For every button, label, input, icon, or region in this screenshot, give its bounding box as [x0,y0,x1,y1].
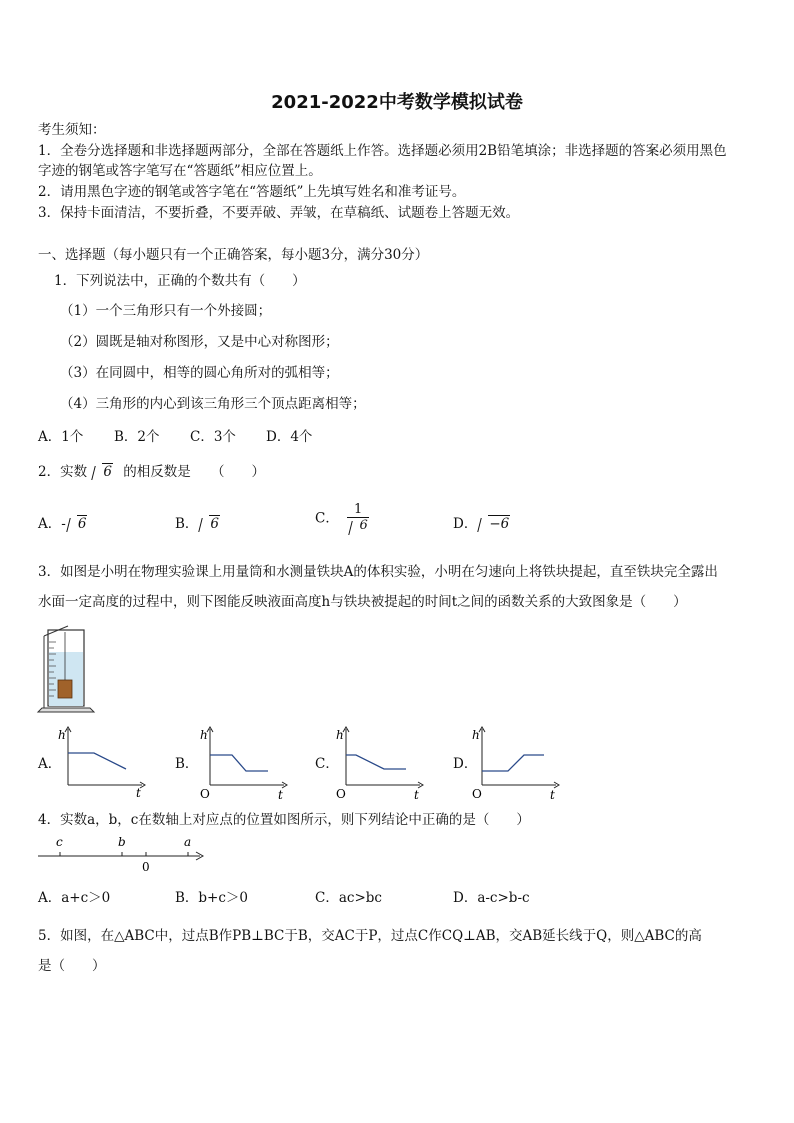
axis-t-label: t [278,788,283,802]
notice-heading: 考生须知： [38,122,106,138]
question-1-item: （3）在同圆中，相等的圆心角所对的弧相等； [60,365,339,381]
axis-h-label: h [200,728,208,742]
axis-h-label: h [58,728,66,742]
question-5-line: 5．如图，在△ABC中，过点B作PB⊥BC于B，交AC于P，过点C作CQ⊥AB，交AB延长线于Q，则△ABC的高 [38,928,702,944]
question-2-option-b [175,515,220,533]
cylinder-base [38,708,94,712]
question-3-option-d-label: D． [453,756,478,772]
question-1-option-c: C．3个 [190,429,236,445]
point-b-label: b [118,835,126,849]
origin-label: O [336,787,346,801]
question-3-line: 3．如图是小明在物理实验课上用量筒和水测量铁块A的体积实验，小明在匀速向上将铁块提起，直至铁块完全露出 [38,564,718,580]
option-label: C． [315,510,339,527]
section-heading: 一、选择题（每小题只有一个正确答案，每小题3分，满分30分） [38,247,429,263]
notice-line: 3．保持卡面清洁，不要折叠，不要弄破、弄皱，在草稿纸、试题卷上答题无效。 [38,205,520,221]
radicand: −6 [489,516,510,532]
question-4-option-b: B．b+c＞0 [175,890,249,906]
question-4-option-a: A．a+c＞0 [38,890,111,906]
graph-c [334,725,434,803]
option-label: D． [453,516,478,532]
graph-line [68,753,126,769]
radicand: 6 [210,516,220,532]
question-5-line: 是（ ） [38,958,106,974]
fraction [347,503,369,534]
question-2-stem [38,463,265,481]
graph-line [346,755,406,769]
question-2-option-c [315,503,369,534]
graph-line [482,755,544,771]
point-c-label: c [56,835,63,849]
question-1-item: （2）圆既是轴对称图形，又是中心对称图形； [60,334,339,350]
question-2-option-d [453,515,510,533]
question-3-option-b-label: B． [175,756,199,772]
sqrt-symbol [93,463,113,481]
question-1-item: （1）一个三角形只有一个外接圆； [60,303,272,319]
graph-a [60,725,150,803]
sqrt-symbol [68,515,88,533]
question-3-option-c-label: C． [315,756,339,772]
axis-t-label: t [136,786,141,800]
question-4-stem: 4．实数a，b，c在数轴上对应点的位置如图所示，则下列结论中正确的是（ ） [38,812,530,828]
notice-line: 字迹的钢笔或答字笔写在“答题纸”相应位置上。 [38,163,322,179]
option-label: A．- [38,516,66,532]
origin-label: O [472,787,482,801]
graph-d [470,725,570,803]
axis-t-label: t [550,788,555,802]
graph-line [210,755,268,771]
origin-label: O [200,787,210,801]
axis-h-label: h [472,728,480,742]
iron-block [58,680,72,698]
zero-label: 0 [142,860,150,874]
radicand: 6 [103,464,112,480]
question-2-option-a [38,515,87,533]
number-line-figure [36,832,208,874]
graph-b [198,725,298,803]
question-1-option-b: B．2个 [114,429,160,445]
numerator: 1 [354,502,363,517]
axis-h-label: h [336,728,344,742]
point-a-label: a [184,835,192,849]
question-1-option-a: A．1个 [38,429,84,445]
radicand: 6 [359,518,368,533]
radicand: 6 [77,516,87,532]
question-2-stem-before: 2．实数 [38,464,88,480]
question-4-option-c: C．ac>bc [315,890,382,906]
page-title: 2021-2022中考数学模拟试卷 [271,92,523,113]
axis-t-label: t [414,788,419,802]
sqrt-symbol [479,515,510,533]
option-label: B． [175,516,199,532]
question-4-option-d: D．a-c>b-c [453,890,530,906]
question-1-stem: 1．下列说法中，正确的个数共有（ ） [54,273,306,289]
notice-line: 2．请用黑色字迹的钢笔或答字笔在“答题纸”上先填写姓名和准考证号。 [38,184,466,200]
sqrt-symbol [200,515,220,533]
graduated-cylinder-figure [38,622,98,714]
notice-line: 1．全卷分选择题和非选择题两部分，全部在答题纸上作答。选择题必须用2B铅笔填涂；非选择题的答案必须用黑色 [38,143,727,159]
question-3-line: 水面一定高度的过程中，则下图能反映液面高度h与铁块被提起的时间t之间的函数关系的大致图象是（ ） [38,594,687,610]
question-1-option-d: D．4个 [266,429,313,445]
sqrt-symbol [350,518,369,534]
question-2-stem-after: 的相反数是 （ ） [123,464,266,480]
question-3-option-a-label: A． [38,756,62,772]
question-1-item: （4）三角形的内心到该三角形三个顶点距离相等； [60,396,366,412]
